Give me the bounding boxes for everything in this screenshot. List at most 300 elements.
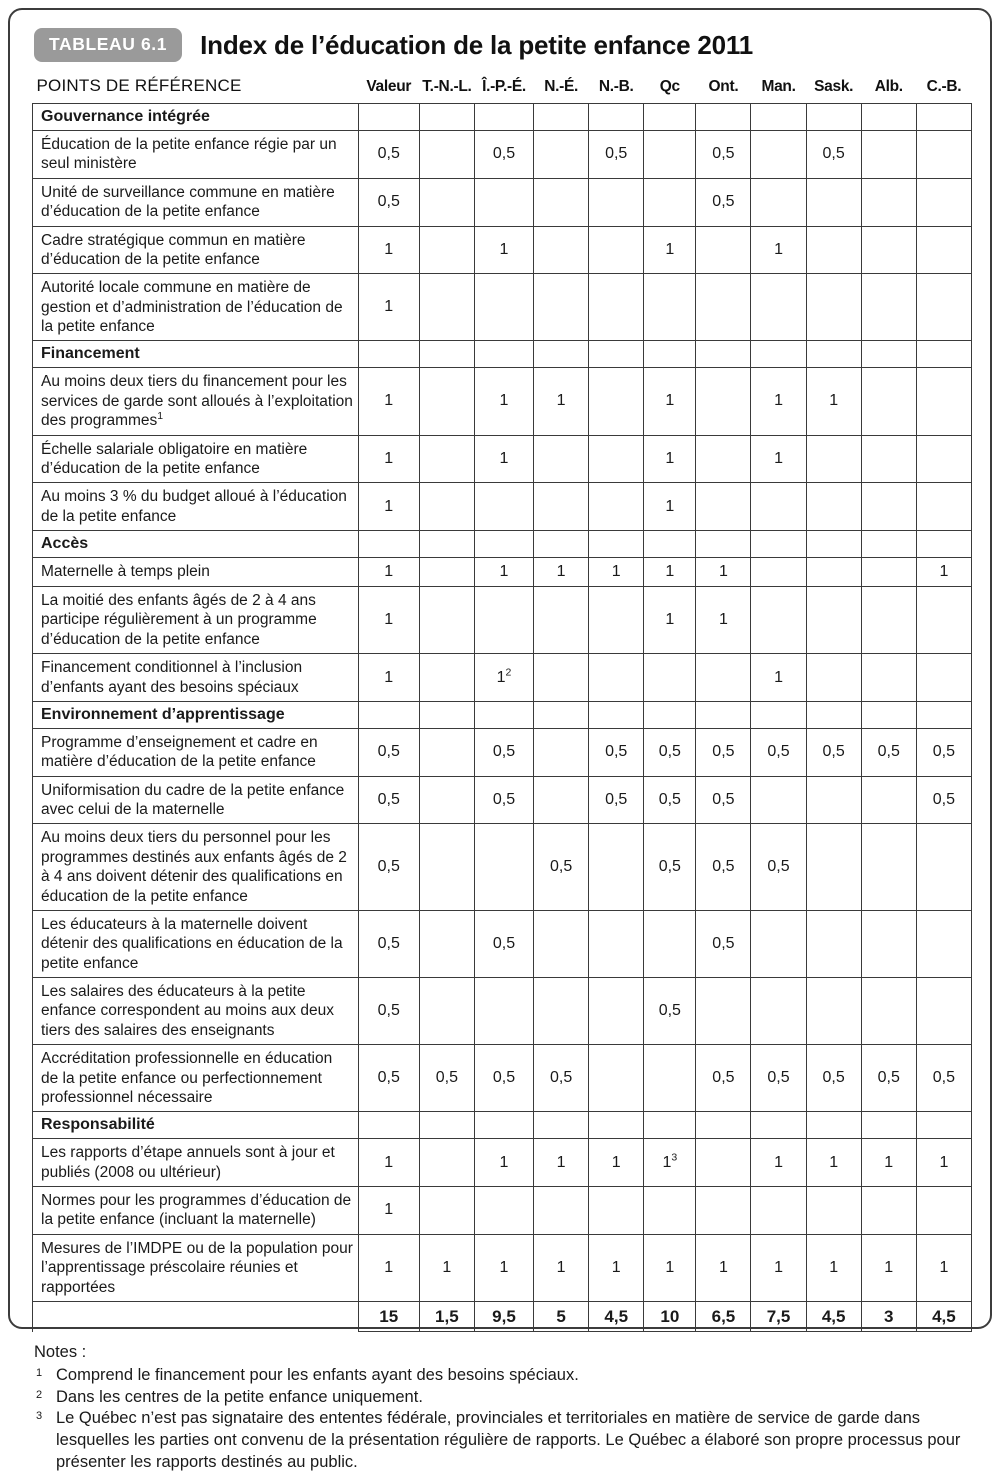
cell-T.-N.-L.: 1 [419, 1234, 474, 1301]
cell-C.-B. [916, 131, 971, 179]
cell-C.-B. [916, 483, 971, 531]
cell-N.-É. [534, 341, 589, 368]
cell-Sask.: 0,5 [806, 131, 861, 179]
footnote-marker: 2 [505, 666, 512, 679]
cell-T.-N.-L. [419, 531, 474, 558]
table-row [33, 368, 972, 435]
note-item [34, 1408, 968, 1473]
cell-Alb. [861, 178, 916, 226]
cell-Qc [644, 654, 696, 702]
table-row [33, 1139, 972, 1187]
note-marker: 2 [36, 1388, 43, 1401]
cell-Î.-P.-É.: $1^2$ [474, 654, 533, 702]
column-header-cb: C.-B. [926, 78, 962, 95]
cell-Î.-P.-É. [474, 178, 533, 226]
cell-Qc [644, 1187, 696, 1235]
cell-Alb.: 1 [861, 1139, 916, 1187]
cell-C.-B. [916, 654, 971, 702]
row-label: Autorité locale commune en matière de gestion et d’administration de l’éducation de la petite enfance [33, 274, 359, 341]
cell-Qc: 1 [644, 435, 696, 483]
table-number-badge: TABLEAU 6.1 [34, 28, 182, 62]
cell-Qc [644, 1112, 696, 1139]
total-C.-B.: 4,5 [916, 1301, 971, 1331]
cell-T.-N.-L. [419, 1112, 474, 1139]
row-label: La moitié des enfants âgés de 2 à 4 ans participe régulièrement à un programme d’éducation de la petite enfance [33, 587, 359, 654]
table-row [33, 654, 972, 702]
table-row [33, 274, 972, 341]
cell-Man. [751, 558, 806, 587]
cell-Sask. [806, 435, 861, 483]
cell-C.-B. [916, 226, 971, 274]
cell-Qc [644, 341, 696, 368]
cell-Man. [751, 910, 806, 977]
cell-N.-B. [589, 978, 644, 1045]
cell-Valeur: 1 [358, 435, 419, 483]
cell-N.-É. [534, 131, 589, 179]
cell-Alb.: 0,5 [861, 1045, 916, 1112]
cell-T.-N.-L. [419, 104, 474, 131]
cell-Alb. [861, 104, 916, 131]
cell-C.-B. [916, 1187, 971, 1235]
row-label: Éducation de la petite enfance régie par un seul ministère [33, 131, 359, 179]
cell-Î.-P.-É. [474, 341, 533, 368]
total-T.-N.-L.: 1,5 [419, 1301, 474, 1331]
cell-Î.-P.-É. [474, 483, 533, 531]
column-header-ipe: Î.-P.-É. [482, 78, 526, 95]
cell-N.-É. [534, 978, 589, 1045]
cell-T.-N.-L. [419, 587, 474, 654]
table-row [33, 1234, 972, 1301]
column-header-ont: Ont. [708, 78, 739, 95]
cell-Ont.: 0,5 [696, 910, 751, 977]
cell-Man. [751, 483, 806, 531]
cell-Ont. [696, 368, 751, 435]
cell-N.-É. [534, 728, 589, 776]
total-N.-É.: 5 [534, 1301, 589, 1331]
cell-Alb.: 0,5 [861, 728, 916, 776]
cell-C.-B. [916, 104, 971, 131]
cell-Valeur [358, 104, 419, 131]
cell-T.-N.-L. [419, 178, 474, 226]
cell-Ont. [696, 483, 751, 531]
cell-N.-B. [589, 274, 644, 341]
row-label: Normes pour les programmes d’éducation de la petite enfance (incluant la maternelle) [33, 1187, 359, 1235]
note-text: Dans les centres de la petite enfance uniquement. [56, 1387, 423, 1406]
cell-Î.-P.-É.: 0,5 [474, 776, 533, 824]
cell-Ont.: 1 [696, 558, 751, 587]
cell-N.-É.: 0,5 [534, 1045, 589, 1112]
cell-N.-É. [534, 531, 589, 558]
cell-N.-B. [589, 341, 644, 368]
cell-N.-B.: 0,5 [589, 131, 644, 179]
note-marker: 1 [36, 1366, 43, 1379]
cell-C.-B.: 1 [916, 1139, 971, 1187]
cell-N.-B.: 0,5 [589, 776, 644, 824]
cell-Qc: 1 [644, 226, 696, 274]
cell-Ont. [696, 978, 751, 1045]
cell-N.-B. [589, 701, 644, 728]
cell-C.-B.: 0,5 [916, 1045, 971, 1112]
cell-Qc [644, 701, 696, 728]
cell-Valeur: 0,5 [358, 776, 419, 824]
cell-Sask. [806, 1187, 861, 1235]
row-label: Les rapports d’étape annuels sont à jour et publiés (2008 ou ultérieur) [33, 1139, 359, 1187]
cell-T.-N.-L. [419, 910, 474, 977]
cell-Sask. [806, 776, 861, 824]
cell-N.-B.: 1 [589, 558, 644, 587]
cell-Man.: 0,5 [751, 824, 806, 911]
note-item [34, 1365, 968, 1387]
cell-C.-B.: 0,5 [916, 728, 971, 776]
cell-Î.-P.-É. [474, 531, 533, 558]
cell-Valeur: 0,5 [358, 131, 419, 179]
cell-C.-B. [916, 1112, 971, 1139]
cell-Î.-P.-É.: 0,5 [474, 131, 533, 179]
total-Alb.: 3 [861, 1301, 916, 1331]
row-label: Les salaires des éducateurs à la petite enfance correspondent au moins aux deux tiers des salaires des enseignants [33, 978, 359, 1045]
cell-Ont. [696, 654, 751, 702]
cell-T.-N.-L. [419, 1139, 474, 1187]
note-item [34, 1387, 968, 1409]
table-header [33, 74, 972, 104]
cell-N.-É. [534, 654, 589, 702]
cell-Ont. [696, 274, 751, 341]
note-text: Comprend le financement pour les enfants ayant des besoins spéciaux. [56, 1365, 579, 1384]
cell-Qc: 1 [644, 483, 696, 531]
cell-Ont.: 0,5 [696, 728, 751, 776]
cell-Alb. [861, 1187, 916, 1235]
total-Valeur: 15 [358, 1301, 419, 1331]
cell-C.-B. [916, 978, 971, 1045]
cell-Qc [644, 910, 696, 977]
section-header-row [33, 1112, 972, 1139]
cell-N.-B. [589, 104, 644, 131]
cell-N.-É. [534, 910, 589, 977]
cell-Î.-P.-É.: 0,5 [474, 910, 533, 977]
cell-Ont. [696, 104, 751, 131]
cell-Alb. [861, 701, 916, 728]
cell-Sask. [806, 587, 861, 654]
table-row [33, 587, 972, 654]
cell-Qc: 1 [644, 558, 696, 587]
cell-Alb. [861, 558, 916, 587]
cell-Qc [644, 1045, 696, 1112]
cell-Ont.: 0,5 [696, 824, 751, 911]
cell-Ont.: 0,5 [696, 178, 751, 226]
cell-Valeur: 1 [358, 654, 419, 702]
cell-Qc: 0,5 [644, 978, 696, 1045]
cell-Alb. [861, 131, 916, 179]
cell-Valeur: 1 [358, 1187, 419, 1235]
cell-Man. [751, 131, 806, 179]
table-row [33, 1045, 972, 1112]
cell-Î.-P.-É. [474, 701, 533, 728]
cell-Î.-P.-É.: 1 [474, 368, 533, 435]
section-label: Accès [33, 531, 359, 558]
cell-N.-B. [589, 654, 644, 702]
cell-C.-B. [916, 587, 971, 654]
column-header-nb: N.-B. [598, 78, 634, 95]
cell-T.-N.-L. [419, 226, 474, 274]
cell-Alb. [861, 341, 916, 368]
cell-Valeur: 1 [358, 274, 419, 341]
cell-Ont.: 0,5 [696, 776, 751, 824]
cell-Qc [644, 178, 696, 226]
row-label: Unité de surveillance commune en matière d’éducation de la petite enfance [33, 178, 359, 226]
title-row [32, 22, 968, 68]
cell-Qc: 0,5 [644, 728, 696, 776]
cell-Man. [751, 1187, 806, 1235]
cell-Ont. [696, 226, 751, 274]
cell-T.-N.-L. [419, 341, 474, 368]
section-label: Environnement d’apprentissage [33, 701, 359, 728]
cell-C.-B. [916, 274, 971, 341]
cell-N.-B. [589, 226, 644, 274]
table-row [33, 483, 972, 531]
cell-N.-É. [534, 435, 589, 483]
table-row [33, 978, 972, 1045]
cell-Valeur: 0,5 [358, 178, 419, 226]
cell-Ont.: 0,5 [696, 131, 751, 179]
cell-Ont. [696, 531, 751, 558]
row-label: Au moins deux tiers du financement pour les services de garde sont alloués à l’exploitation des programmes$^1$ [33, 368, 359, 435]
note-text: Le Québec n’est pas signataire des ententes fédérale, provinciales et territoriales en matière de service de garde dans lesquelles les parties ont convenu de la présentation régulière de rapports. Le Québec a élaboré son propre processus pour présenter les rapports destinés au public. [56, 1409, 961, 1471]
column-header-label: POINTS DE RÉFÉRENCE [36, 76, 242, 95]
cell-Ont.: 1 [696, 587, 751, 654]
cell-Sask. [806, 1112, 861, 1139]
cell-T.-N.-L. [419, 558, 474, 587]
total-N.-B.: 4,5 [589, 1301, 644, 1331]
cell-N.-É. [534, 274, 589, 341]
cell-Sask. [806, 910, 861, 977]
cell-Valeur: 1 [358, 558, 419, 587]
cell-Valeur: 1 [358, 483, 419, 531]
cell-N.-É. [534, 483, 589, 531]
row-label: Échelle salariale obligatoire en matière d’éducation de la petite enfance [33, 435, 359, 483]
cell-Valeur: 0,5 [358, 978, 419, 1045]
section-header-row [33, 701, 972, 728]
cell-Ont. [696, 1112, 751, 1139]
cell-Ont.: 0,5 [696, 1045, 751, 1112]
cell-N.-É.: 0,5 [534, 824, 589, 911]
cell-Sask. [806, 654, 861, 702]
row-label: Maternelle à temps plein [33, 558, 359, 587]
cell-N.-B. [589, 910, 644, 977]
cell-N.-É.: 1 [534, 368, 589, 435]
header-row [33, 74, 972, 104]
cell-N.-B. [589, 1112, 644, 1139]
early-childhood-education-index-table [32, 74, 972, 1332]
totals-label-spacer [33, 1301, 359, 1331]
cell-T.-N.-L. [419, 654, 474, 702]
total-Qc: 10 [644, 1301, 696, 1331]
cell-Man. [751, 531, 806, 558]
table-row [33, 728, 972, 776]
cell-N.-B. [589, 824, 644, 911]
cell-Man. [751, 587, 806, 654]
cell-N.-B. [589, 435, 644, 483]
row-label: Programme d’enseignement et cadre en matière d’éducation de la petite enfance [33, 728, 359, 776]
cell-Valeur: 0,5 [358, 824, 419, 911]
column-header-man: Man. [761, 78, 796, 95]
cell-N.-B.: 1 [589, 1234, 644, 1301]
cell-Man.: 1 [751, 654, 806, 702]
table-row [33, 131, 972, 179]
cell-Î.-P.-É.: 1 [474, 1139, 533, 1187]
cell-Qc: 1 [644, 368, 696, 435]
cell-Î.-P.-É. [474, 1112, 533, 1139]
row-label: Uniformisation du cadre de la petite enfance avec celui de la maternelle [33, 776, 359, 824]
cell-Qc: 1 [644, 587, 696, 654]
cell-Ont. [696, 701, 751, 728]
cell-N.-B. [589, 1045, 644, 1112]
cell-Sask.: 0,5 [806, 1045, 861, 1112]
cell-Î.-P.-É.: 1 [474, 558, 533, 587]
cell-Sask. [806, 483, 861, 531]
table-row [33, 435, 972, 483]
cell-Valeur: 0,5 [358, 728, 419, 776]
table-body [33, 104, 972, 1332]
cell-Ont. [696, 435, 751, 483]
cell-N.-É. [534, 1187, 589, 1235]
notes-list [34, 1365, 968, 1474]
column-header-qc: Qc [659, 78, 680, 95]
total-Î.-P.-É.: 9,5 [474, 1301, 533, 1331]
cell-Î.-P.-É.: 0,5 [474, 1045, 533, 1112]
cell-C.-B. [916, 435, 971, 483]
row-label: Accréditation professionnelle en éducation de la petite enfance ou perfectionnement professionnel nécessaire [33, 1045, 359, 1112]
cell-Valeur [358, 1112, 419, 1139]
cell-Man.: 0,5 [751, 728, 806, 776]
cell-C.-B. [916, 341, 971, 368]
cell-C.-B. [916, 531, 971, 558]
cell-Sask. [806, 178, 861, 226]
cell-T.-N.-L. [419, 1187, 474, 1235]
cell-N.-É.: 1 [534, 558, 589, 587]
cell-T.-N.-L. [419, 978, 474, 1045]
cell-N.-B.: 0,5 [589, 728, 644, 776]
cell-Man. [751, 776, 806, 824]
cell-Sask.: 0,5 [806, 728, 861, 776]
cell-N.-É. [534, 587, 589, 654]
cell-Qc: 0,5 [644, 776, 696, 824]
section-header-row [33, 104, 972, 131]
row-label: Au moins 3 % du budget alloué à l’éducation de la petite enfance [33, 483, 359, 531]
cell-N.-B.: 1 [589, 1139, 644, 1187]
column-header-valeur: Valeur [366, 78, 412, 95]
note-marker: 3 [36, 1410, 43, 1423]
cell-Valeur [358, 701, 419, 728]
cell-Qc: 1 [644, 1234, 696, 1301]
cell-Qc [644, 104, 696, 131]
cell-Alb. [861, 587, 916, 654]
cell-N.-B. [589, 483, 644, 531]
cell-Alb. [861, 910, 916, 977]
cell-C.-B. [916, 824, 971, 911]
cell-Man.: 1 [751, 1139, 806, 1187]
totals-row [33, 1301, 972, 1331]
cell-T.-N.-L. [419, 274, 474, 341]
cell-Ont. [696, 341, 751, 368]
table-row [33, 226, 972, 274]
cell-N.-É. [534, 226, 589, 274]
row-label: Mesures de l’IMDPE ou de la population pour l’apprentissage préscolaire réunies et rapportées [33, 1234, 359, 1301]
cell-Sask. [806, 104, 861, 131]
cell-Man. [751, 178, 806, 226]
cell-Sask. [806, 978, 861, 1045]
section-label: Gouvernance intégrée [33, 104, 359, 131]
cell-Valeur: 0,5 [358, 1045, 419, 1112]
cell-Ont.: 1 [696, 1234, 751, 1301]
cell-T.-N.-L. [419, 776, 474, 824]
cell-Sask.: 1 [806, 368, 861, 435]
total-Man.: 7,5 [751, 1301, 806, 1331]
total-Ont.: 6,5 [696, 1301, 751, 1331]
table-row [33, 178, 972, 226]
cell-Man.: 0,5 [751, 1045, 806, 1112]
table-row [33, 558, 972, 587]
cell-N.-É.: 1 [534, 1139, 589, 1187]
footnote-marker: 3 [671, 1151, 678, 1164]
cell-C.-B. [916, 368, 971, 435]
cell-Alb.: 1 [861, 1234, 916, 1301]
cell-Qc [644, 274, 696, 341]
cell-Alb. [861, 1112, 916, 1139]
cell-Man. [751, 978, 806, 1045]
cell-N.-É. [534, 701, 589, 728]
cell-Î.-P.-É. [474, 274, 533, 341]
cell-Sask.: 1 [806, 1139, 861, 1187]
page-title: Index de l’éducation de la petite enfance 2011 [200, 29, 753, 60]
table-row [33, 824, 972, 911]
cell-Î.-P.-É. [474, 104, 533, 131]
notes-block [32, 1342, 968, 1474]
cell-Alb. [861, 824, 916, 911]
column-header-alb: Alb. [874, 78, 903, 95]
cell-T.-N.-L. [419, 368, 474, 435]
cell-Man. [751, 104, 806, 131]
cell-Valeur [358, 341, 419, 368]
column-header-sask: Sask. [814, 78, 854, 95]
cell-T.-N.-L. [419, 131, 474, 179]
cell-C.-B. [916, 178, 971, 226]
cell-C.-B.: 1 [916, 1234, 971, 1301]
cell-Sask. [806, 274, 861, 341]
section-header-row [33, 341, 972, 368]
table-row [33, 910, 972, 977]
cell-N.-B. [589, 531, 644, 558]
cell-Valeur: 1 [358, 587, 419, 654]
cell-Valeur [358, 531, 419, 558]
cell-T.-N.-L. [419, 701, 474, 728]
section-label: Financement [33, 341, 359, 368]
cell-N.-É. [534, 178, 589, 226]
cell-Valeur: 0,5 [358, 910, 419, 977]
cell-Qc [644, 131, 696, 179]
cell-T.-N.-L. [419, 728, 474, 776]
cell-N.-B. [589, 1187, 644, 1235]
cell-Man.: 1 [751, 1234, 806, 1301]
table-card [8, 8, 992, 1471]
cell-N.-B. [589, 587, 644, 654]
cell-N.-É. [534, 776, 589, 824]
cell-C.-B.: 1 [916, 558, 971, 587]
cell-T.-N.-L. [419, 435, 474, 483]
column-header-tnl: T.-N.-L. [422, 78, 472, 95]
cell-Qc: $1^3$ [644, 1139, 696, 1187]
cell-Alb. [861, 226, 916, 274]
row-label: Cadre stratégique commun en matière d’éducation de la petite enfance [33, 226, 359, 274]
